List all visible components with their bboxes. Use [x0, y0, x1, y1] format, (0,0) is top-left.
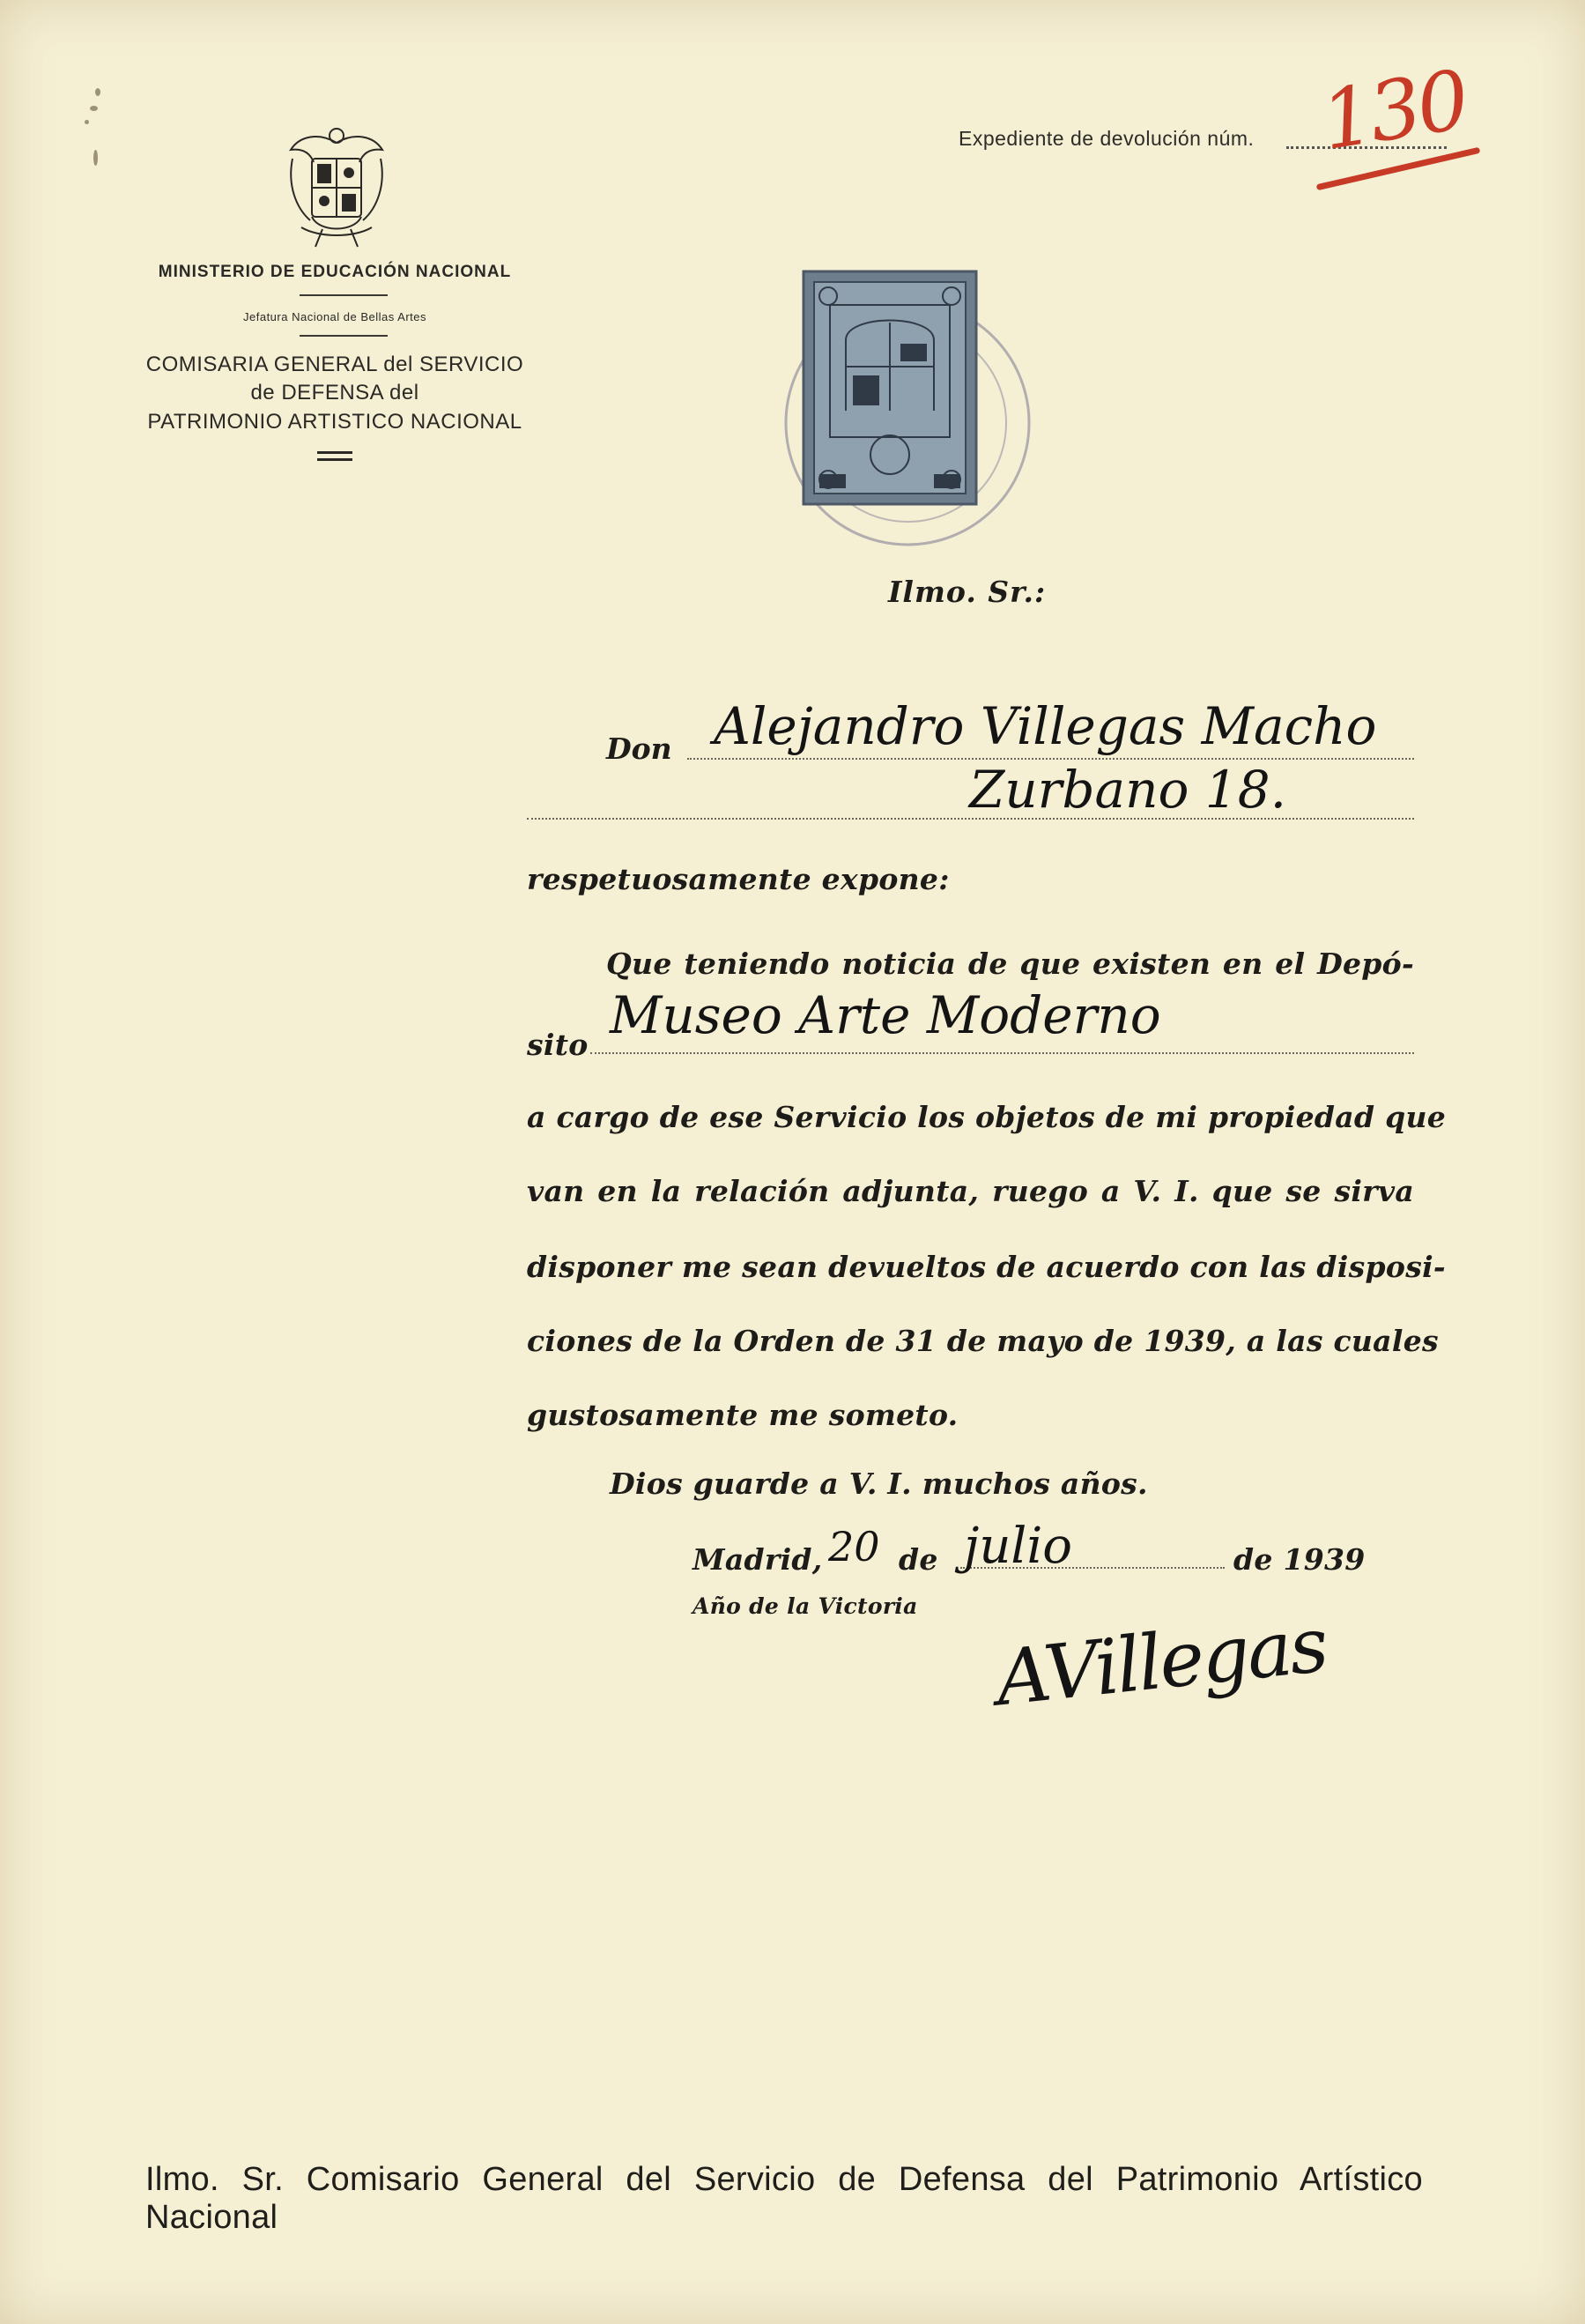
divider [317, 451, 352, 454]
date-month: julio [964, 1518, 1072, 1575]
date-de: de [899, 1542, 938, 1577]
deposit-name: Museo Arte Moderno [610, 985, 1161, 1045]
date-day: 20 [828, 1523, 880, 1570]
paper-speck [93, 150, 98, 166]
ministry-name: MINISTERIO DE EDUCACIÓN NACIONAL [158, 263, 512, 281]
revenue-stamp-icon [802, 270, 978, 506]
divider [300, 294, 388, 296]
body-line: gustosamente me someto. [527, 1398, 959, 1432]
comisaria-line: COMISARIA GENERAL del SERVICIO [145, 353, 524, 376]
body-intro: respetuosamente expone: [527, 862, 950, 896]
deposit-prefix: sito [527, 1028, 589, 1062]
paper-speck [85, 120, 89, 124]
closing: Dios guarde a V. I. muchos años. [610, 1466, 1148, 1501]
jefatura-name: Jefatura Nacional de Bellas Artes [243, 310, 426, 323]
divider [300, 335, 388, 337]
salutation: Ilmo. Sr.: [888, 575, 1047, 609]
body-line: Que teniendo noticia de que existen en el Depó- [606, 947, 1414, 981]
date-city: Madrid, [693, 1542, 823, 1577]
body-line: ciones de la Orden de 31 de mayo de 1939, a las cuales [527, 1324, 1439, 1358]
addressee-footer: Ilmo. Sr. Comisario General del Servicio de Defensa del Patrimonio Artístico Nacional [145, 2161, 1423, 2236]
body-line: disponer me sean devueltos de acuerdo con las disposi- [527, 1250, 1446, 1284]
petitioner-prefix: Don [606, 731, 672, 766]
paper-speck [95, 88, 100, 96]
comisaria-line: PATRIMONIO ARTISTICO NACIONAL [147, 409, 522, 434]
body-line: a cargo de ese Servicio los objetos de mi propiedad que [527, 1100, 1447, 1134]
coat-of-arms-icon [284, 123, 389, 256]
signature: AVillegas [991, 1600, 1330, 1724]
date-era: Año de la Victoria [693, 1593, 918, 1619]
petitioner-address: Zurbano 18. [969, 760, 1287, 820]
paper-speck [90, 106, 98, 111]
expediente-label: Expediente de devolución núm. [959, 127, 1255, 150]
comisaria-name [123, 351, 546, 436]
petitioner-name: Alejandro Villegas Macho [714, 696, 1377, 756]
comisaria-line: de DEFENSA del [250, 381, 419, 405]
date-year: de 1939 [1233, 1542, 1366, 1577]
expediente-number: 130 [1315, 52, 1472, 169]
deposit-dotted-line [590, 1052, 1414, 1054]
body-line: van en la relación adjunta, ruego a V. I. que se sirva [527, 1174, 1414, 1208]
divider [317, 458, 352, 461]
